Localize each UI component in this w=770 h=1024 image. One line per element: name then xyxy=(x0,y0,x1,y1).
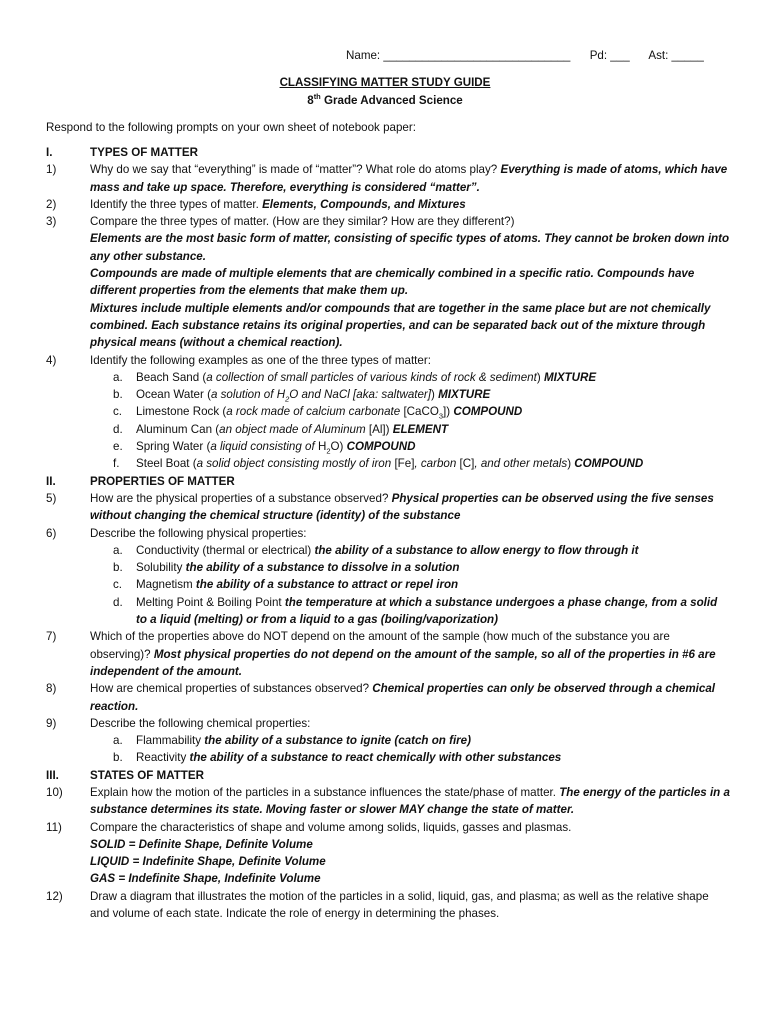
answer-text: the ability of a substance to dissolve in a solution xyxy=(185,561,460,575)
question-number: 5) xyxy=(46,491,57,505)
question-text: How are chemical properties of substances observed? xyxy=(90,682,373,696)
item-paren: ) xyxy=(431,388,439,402)
item-letter: a. xyxy=(113,370,123,384)
item-letter: f. xyxy=(113,457,120,471)
item-formula: [Fe] xyxy=(394,457,415,471)
instructions: Respond to the following prompts on your own sheet of notebook paper: xyxy=(46,121,416,134)
example-item xyxy=(0,455,770,472)
subtitle-sup: th xyxy=(313,92,321,102)
item-letter: e. xyxy=(113,440,123,454)
question-4 xyxy=(0,352,770,369)
question-number: 7) xyxy=(46,630,57,644)
answer-compounds: Compounds are made of multiple elements that are chemically combined in a specific ratio. Compounds have different properties from the elements that make them up. xyxy=(90,267,695,298)
item-paren: ) xyxy=(567,457,575,471)
question-number: 4) xyxy=(46,353,57,367)
item-paren: ) xyxy=(385,422,393,436)
section-heading xyxy=(0,144,770,161)
answer-text: Elements, Compounds, and Mixtures xyxy=(262,197,466,211)
question-text: Explain how the motion of the particles in a substance influences the state/phase of matter. xyxy=(90,785,560,799)
answer-gas: GAS = Indefinite Shape, Indefinite Volume xyxy=(90,872,321,886)
answer-text: MIXTURE xyxy=(438,388,491,402)
item-label: Steel Boat ( xyxy=(136,457,197,471)
question-text: Compare the characteristics of shape and volume among solids, liquids, gasses and plasmas. xyxy=(90,820,572,834)
answer-elements: Elements are the most basic form of matter, consisting of specific types of atoms. They cannot be broken down into any other substance. xyxy=(90,232,730,263)
item-formula: [CaCO xyxy=(403,405,439,419)
item-formula: [Al] xyxy=(368,422,386,436)
item-letter: b. xyxy=(113,561,123,575)
question-7 xyxy=(0,628,770,680)
item-description: , and other metals xyxy=(474,457,568,471)
question-3 xyxy=(0,213,770,230)
question-number: 6) xyxy=(46,526,57,540)
item-letter: a. xyxy=(113,543,123,557)
item-description: a solution of H xyxy=(210,388,286,402)
property-item xyxy=(0,594,770,629)
question-text: Describe the following physical properties: xyxy=(90,526,307,540)
answer-liquid: LIQUID = Indefinite Shape, Definite Volume xyxy=(90,855,326,869)
question-5 xyxy=(0,490,770,525)
item-paren: ) xyxy=(339,440,347,454)
example-item xyxy=(0,438,770,455)
period-field-label: Pd: ___ xyxy=(589,49,630,62)
student-info-header xyxy=(346,47,704,64)
item-description: O and NaCl [aka: saltwater] xyxy=(289,388,432,402)
item-label: Limestone Rock ( xyxy=(136,405,227,419)
item-label: Conductivity (thermal or electrical) xyxy=(136,543,315,557)
example-item xyxy=(0,421,770,438)
answer-text: COMPOUND xyxy=(453,405,523,419)
item-paren: ) xyxy=(536,370,544,384)
item-formula: H xyxy=(317,440,327,454)
question-number: 10) xyxy=(46,785,63,799)
item-subscript: 3 xyxy=(438,411,444,421)
item-label: Flammability xyxy=(136,734,205,748)
example-item xyxy=(0,386,770,403)
answer-text: the ability of a substance to ignite (catch on fire) xyxy=(204,734,471,748)
item-label: Melting Point & Boiling Point xyxy=(136,595,285,609)
answer-text: COMPOUND xyxy=(346,440,416,454)
question-number: 12) xyxy=(46,889,63,903)
question-text: Draw a diagram that illustrates the motion of the particles in a solid, liquid, gas, and plasma; as well as the relative shape and volume of each state. Indicate the role of energy in determining the phases. xyxy=(90,889,709,921)
question-number: 11) xyxy=(46,820,62,834)
question-12 xyxy=(0,888,770,923)
question-text: Describe the following chemical properties: xyxy=(90,716,311,730)
assignment-field-label: Ast: _____ xyxy=(648,49,704,62)
question-text: Identify the three types of matter. xyxy=(90,197,263,211)
section-number: I. xyxy=(46,146,53,159)
example-item xyxy=(0,369,770,386)
item-letter: b. xyxy=(113,751,123,765)
document-title: CLASSIFYING MATTER STUDY GUIDE xyxy=(279,76,491,89)
property-item xyxy=(0,559,770,576)
question-text: Which of the properties above do NOT depend on the amount of the sample (how much of the substance you are observing)? xyxy=(90,630,670,661)
item-description: a collection of small particles of various kinds of rock & sediment xyxy=(206,370,537,384)
answer-solid: SOLID = Definite Shape, Definite Volume xyxy=(90,837,313,851)
answer-text: Everything is made of atoms, which have mass and take up space. Therefore, everything is considered “matter”. xyxy=(90,163,728,194)
question-number: 1) xyxy=(46,163,57,177)
question-text: Compare the three types of matter. (How are they similar? How are they different?) xyxy=(90,215,515,229)
answer-text: the ability of a substance to react chemically with other substances xyxy=(189,751,562,765)
question-text: How are the physical properties of a substance observed? xyxy=(90,491,392,505)
question-text: Identify the following examples as one of the three types of matter: xyxy=(90,353,431,367)
item-description: a liquid consisting of xyxy=(210,440,318,454)
question-number: 9) xyxy=(46,716,57,730)
answer-text: ELEMENT xyxy=(392,422,449,436)
subtitle-grade: 8 xyxy=(307,94,314,107)
question-number: 8) xyxy=(46,682,57,696)
item-formula: ] xyxy=(443,405,447,419)
item-letter: d. xyxy=(113,422,123,436)
item-label: Reactivity xyxy=(136,751,190,765)
item-label: Spring Water ( xyxy=(136,440,211,454)
item-paren: ) xyxy=(446,405,454,419)
item-label: Aluminum Can ( xyxy=(136,422,220,436)
item-description: an object made of Aluminum xyxy=(219,422,369,436)
item-letter: a. xyxy=(113,734,123,748)
item-description: a solid object consisting mostly of iron xyxy=(196,457,395,471)
item-description: a rock made of calcium carbonate xyxy=(226,405,404,419)
item-subscript: 2 xyxy=(326,446,331,456)
document-subtitle xyxy=(0,92,770,109)
answer-text: the ability of a substance to attract or repel iron xyxy=(195,578,459,592)
question-number: 3) xyxy=(46,215,57,229)
item-letter: d. xyxy=(113,595,123,609)
item-formula: O xyxy=(330,440,340,454)
section-title: PROPERTIES OF MATTER xyxy=(90,474,235,488)
name-field-label: Name: _____________________________ xyxy=(346,49,571,62)
answer-text: COMPOUND xyxy=(574,457,644,471)
question-2 xyxy=(0,196,770,213)
answer-text: Chemical properties can only be observed through a chemical reaction. xyxy=(90,682,716,713)
section-number: II. xyxy=(46,474,56,488)
section-number: III. xyxy=(46,768,59,782)
item-letter: c. xyxy=(113,578,123,592)
answer-text: the temperature at which a substance undergoes a phase change, from a solid to a liquid (melting) or from a liquid to a gas (boiling/vaporization) xyxy=(136,595,718,627)
section-title: TYPES OF MATTER xyxy=(90,146,198,159)
item-description: , carbon xyxy=(414,457,460,471)
question-10 xyxy=(0,784,770,819)
question-number: 2) xyxy=(46,197,57,211)
answer-text: MIXTURE xyxy=(543,370,597,384)
question-text: Why do we say that “everything” is made of “matter”? What role do atoms play? xyxy=(90,163,501,177)
property-item xyxy=(0,749,770,766)
question-9 xyxy=(0,715,770,732)
section-heading xyxy=(0,473,770,490)
property-item xyxy=(0,732,770,749)
question-8 xyxy=(0,680,770,715)
item-label: Ocean Water ( xyxy=(136,388,211,402)
item-label: Solubility xyxy=(136,561,186,575)
question-11 xyxy=(0,819,770,836)
property-item xyxy=(0,542,770,559)
item-subscript: 2 xyxy=(285,394,290,404)
item-formula: [C] xyxy=(459,457,475,471)
section-title: STATES OF MATTER xyxy=(90,768,204,782)
answer-text: Most physical properties do not depend on the amount of the sample, so all of the properties in #6 are independent of the amount. xyxy=(90,647,716,678)
property-item xyxy=(0,576,770,593)
question-list xyxy=(0,144,770,922)
answer-text: Physical properties can be observed using the five senses without changing the chemical structure (identity) of the substance xyxy=(90,491,714,523)
item-letter: c. xyxy=(113,405,123,419)
item-label: Beach Sand ( xyxy=(136,370,207,384)
answer-text: the ability of a substance to allow energy to flow through it xyxy=(314,543,639,557)
item-letter: b. xyxy=(113,388,123,402)
question-6 xyxy=(0,525,770,542)
example-item xyxy=(0,403,770,420)
question-1 xyxy=(0,161,770,196)
subtitle-text: Grade Advanced Science xyxy=(320,94,463,107)
item-label: Magnetism xyxy=(136,578,196,592)
answer-mixtures: Mixtures include multiple elements and/or compounds that are together in the same place but are not chemically combined. Each substance retains its original properties, and can be separated back out of the mixture through physical means (without a chemical reaction). xyxy=(90,301,711,350)
section-heading xyxy=(0,767,770,784)
answer-text: The energy of the particles in a substance determines its state. Moving faster or slower MAY change the state of matter. xyxy=(90,785,730,817)
